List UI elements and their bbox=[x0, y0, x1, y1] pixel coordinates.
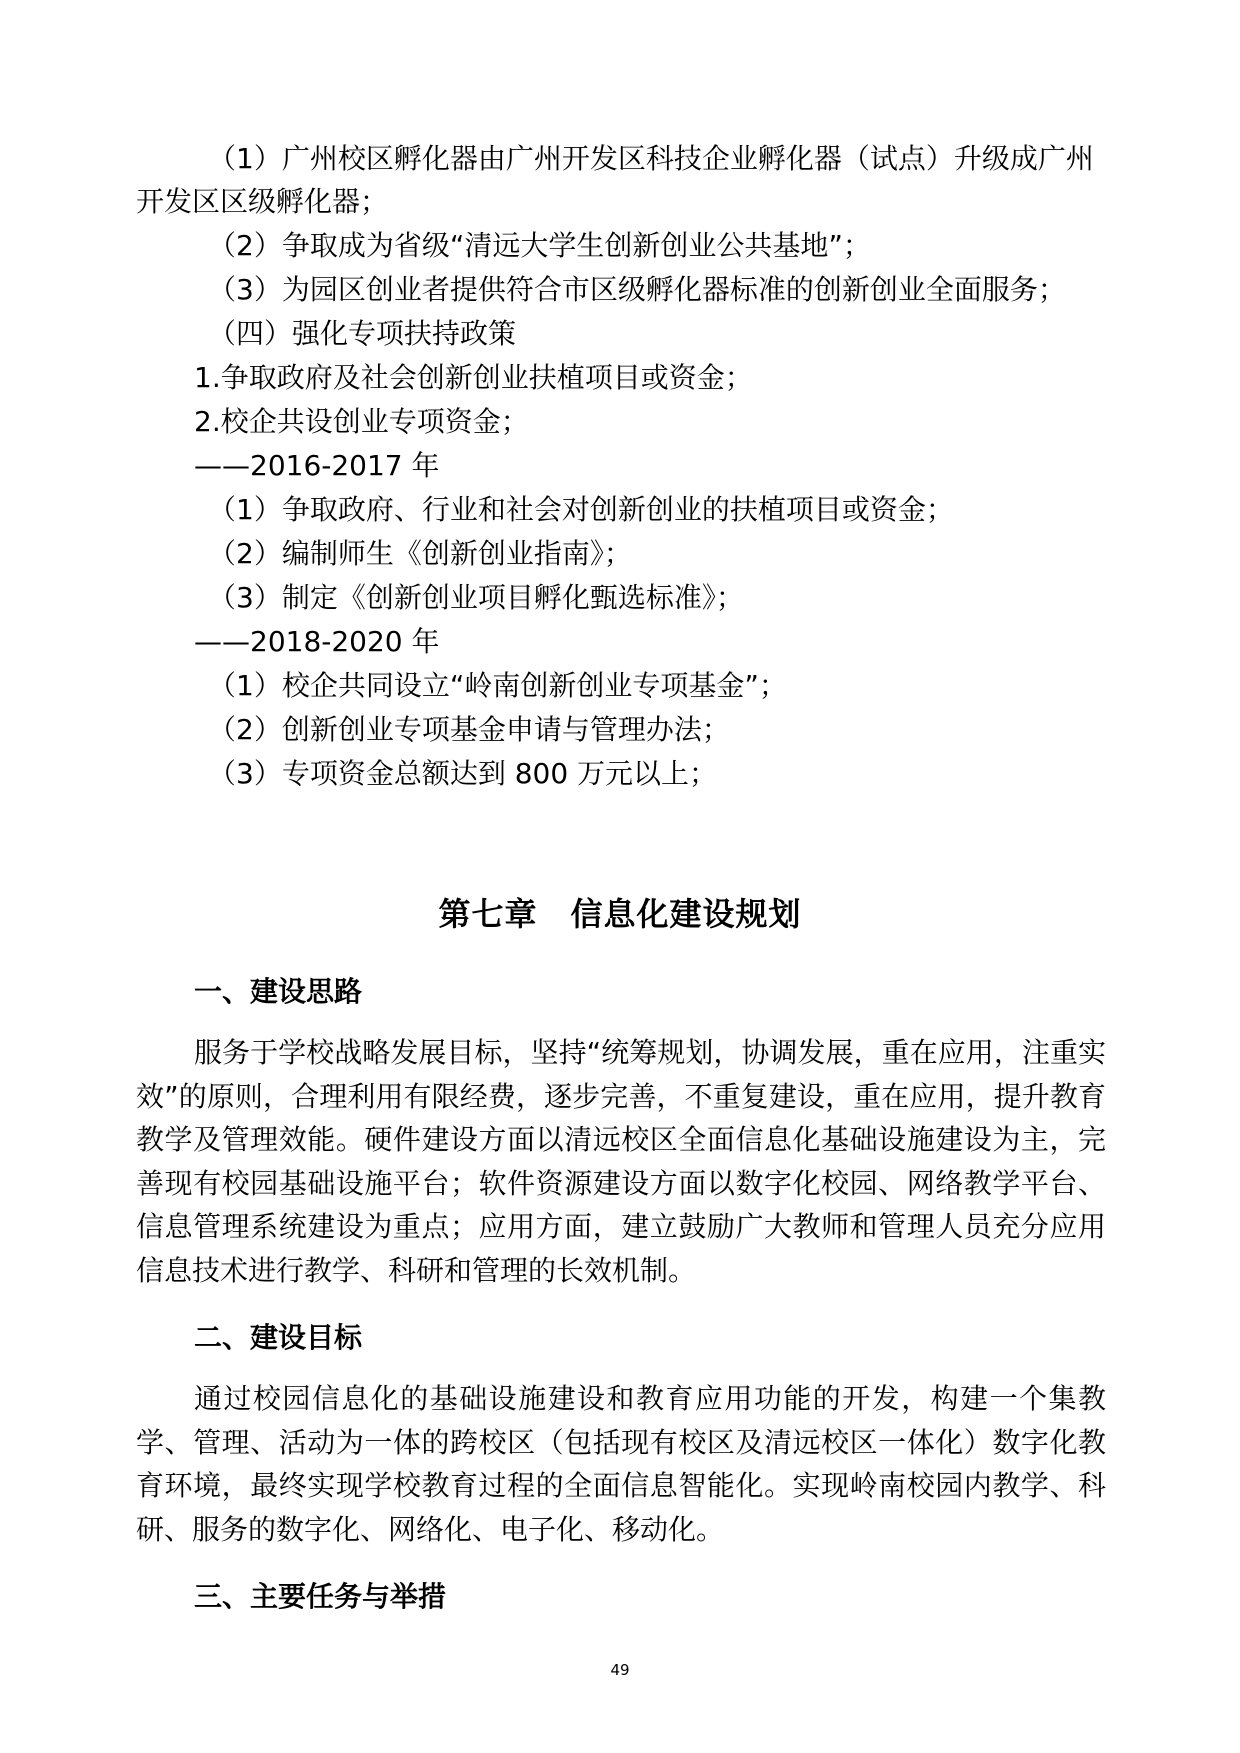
text-line: ——2018-2020 年 bbox=[194, 625, 440, 658]
text-line: ——2016-2017 年 bbox=[194, 449, 440, 482]
text-line: 2.校企共设创业专项资金； bbox=[194, 405, 529, 438]
text-line: （3）制定《创新创业项目孵化甄选标准》； bbox=[208, 581, 744, 614]
text-line: 1.争取政府及社会创新创业扶植项目或资金； bbox=[194, 361, 753, 394]
text-line: 开发区区级孵化器； bbox=[136, 185, 389, 218]
section-1-paragraph: 服务于学校战略发展目标，坚持“统筹规划，协调发展，重在应用，注重实效”的原则，合理利用有限经费，逐步完善，不重复建设，重在应用，提升教育教学及管理效能。硬件建设方面以清远校区全面信息化基础设施建设为主，完善现有校园基础设施平台；软件资源建设方面以数字化校园、网络教学平台、信息管理系统建设为重点；应用方面，建立鼓励广大教师和管理人员充分应用信息技术进行教学、科研和管理的长效机制。 bbox=[136, 1036, 1106, 1287]
text-line: （2）编制师生《创新创业指南》； bbox=[208, 537, 632, 570]
text-line: （2）争取成为省级“清远大学生创新创业公共基地”； bbox=[208, 229, 871, 262]
text-line: （1）争取政府、行业和社会对创新创业的扶植项目或资金； bbox=[208, 493, 954, 526]
section-heading-3: 三、主要任务与举措 bbox=[194, 1580, 447, 1613]
section-heading-2: 二、建设目标 bbox=[194, 1321, 363, 1354]
text-line: （1）广州校区孵化器由广州开发区科技企业孵化器（试点）升级成广州 bbox=[208, 142, 1094, 175]
text-line: （四）强化专项扶持政策 bbox=[208, 317, 517, 350]
text-line: （2）创新创业专项基金申请与管理办法； bbox=[208, 713, 730, 746]
page-number: 49 bbox=[610, 1661, 630, 1679]
section-2-paragraph: 通过校园信息化的基础设施建设和教育应用功能的开发，构建一个集教学、管理、活动为一体的跨校区（包括现有校区及清远校区一体化）数字化教育环境，最终实现学校教育过程的全面信息智能化。实现岭南校园内教学、科研、服务的数字化、网络化、电子化、移动化。 bbox=[136, 1382, 1106, 1546]
text-line: （3）为园区创业者提供符合市区级孵化器标准的创新创业全面服务； bbox=[208, 273, 1066, 306]
text-line: （3）专项资金总额达到 800 万元以上； bbox=[208, 757, 718, 790]
chapter-title: 第七章 信息化建设规划 bbox=[438, 895, 802, 933]
text-line: （1）校企共同设立“岭南创新创业专项基金”； bbox=[208, 669, 787, 702]
section-heading-1: 一、建设思路 bbox=[194, 975, 363, 1008]
